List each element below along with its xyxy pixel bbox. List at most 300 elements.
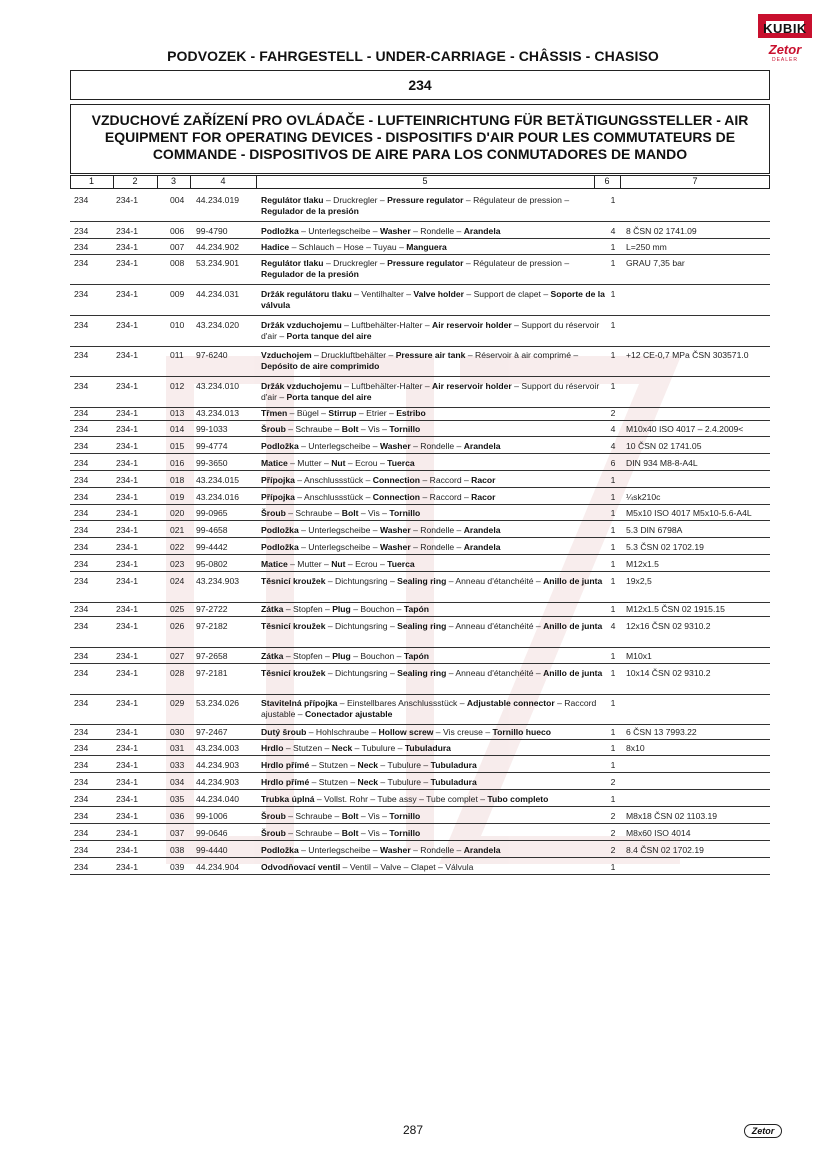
- cell-group: 234: [74, 492, 89, 502]
- desc-cz: Podložka: [261, 845, 299, 855]
- cell-quantity: 4: [610, 441, 616, 451]
- desc-de: – Ventil – Valve – Clapet – Válvula: [340, 862, 474, 872]
- column-header-4: 4: [220, 176, 226, 186]
- cell-note: M8x60 ISO 4014: [626, 828, 691, 838]
- desc-en: Stirrup: [328, 408, 357, 418]
- desc-es: Anillo de junta: [543, 621, 603, 631]
- cell-position: 004: [170, 195, 185, 205]
- cell-position: 011: [170, 350, 184, 360]
- desc-de: – Anschlussstück –: [294, 475, 373, 485]
- desc-fr: – Vis –: [358, 424, 390, 434]
- table-row: [70, 777, 770, 791]
- desc-de: – Unterlegscheibe –: [298, 542, 380, 552]
- cell-subgroup: 234-1: [116, 441, 138, 451]
- table-row: [70, 289, 770, 317]
- cell-part-number: 99-1033: [196, 424, 228, 434]
- desc-es: Tornillo: [389, 508, 421, 518]
- cell-subgroup: 234-1: [116, 258, 138, 268]
- cell-group: 234: [74, 508, 89, 518]
- cell-part-number: 99-4658: [196, 525, 228, 535]
- cell-quantity: 2: [610, 408, 616, 418]
- desc-en: Sealing ring: [397, 576, 447, 586]
- desc-en: Neck: [331, 743, 353, 753]
- cell-description: [261, 195, 606, 217]
- cell-position: 028: [170, 668, 185, 678]
- desc-es: Regulador de la presión: [261, 269, 359, 279]
- cell-note: +12 CE-0,7 MPa ČSN 303571.0: [626, 350, 749, 360]
- desc-de: – Druckregler –: [323, 258, 388, 268]
- desc-es: Depósito de aire comprimido: [261, 361, 380, 371]
- cell-description: [261, 289, 606, 311]
- cell-position: 035: [170, 794, 185, 804]
- table-row: [70, 604, 770, 618]
- desc-en: Nut: [331, 559, 346, 569]
- cell-subgroup: 234-1: [116, 862, 138, 872]
- desc-en: Connection: [372, 475, 421, 485]
- desc-fr: – Support du réservoir d'air –: [261, 320, 600, 341]
- row-underline: [70, 453, 770, 454]
- table-row: [70, 698, 770, 726]
- desc-cz: Držák regulátoru tlaku: [261, 289, 352, 299]
- desc-fr: – Ecrou –: [345, 458, 388, 468]
- table-row: [70, 525, 770, 539]
- cell-part-number: 97-2181: [196, 668, 228, 678]
- desc-en: Valve holder: [413, 289, 465, 299]
- desc-es: Racor: [471, 492, 496, 502]
- column-header-6: 6: [604, 176, 610, 186]
- cell-group: 234: [74, 441, 89, 451]
- desc-es: Tubuladura: [404, 743, 451, 753]
- cell-part-number: 99-1006: [196, 811, 228, 821]
- row-underline: [70, 420, 770, 421]
- cell-group: 234: [74, 828, 89, 838]
- desc-en: Plug: [332, 604, 351, 614]
- cell-group: 234: [74, 604, 89, 614]
- cell-description: [261, 845, 606, 856]
- desc-cz: Podložka: [261, 226, 299, 236]
- desc-de: – Stopfen –: [283, 651, 333, 661]
- desc-es: Anillo de junta: [543, 576, 603, 586]
- cell-description: [261, 475, 606, 486]
- cell-group: 234: [74, 794, 89, 804]
- cell-subgroup: 234-1: [116, 475, 138, 485]
- cell-subgroup: 234-1: [116, 845, 138, 855]
- table-row: [70, 424, 770, 438]
- cell-quantity: 1: [610, 668, 616, 678]
- cell-part-number: 99-4442: [196, 542, 228, 552]
- cell-quantity: 4: [610, 226, 616, 236]
- cell-subgroup: 234-1: [116, 651, 138, 661]
- cell-note: 5.3 DIN 6798A: [626, 525, 683, 535]
- cell-part-number: 44.234.903: [196, 777, 240, 787]
- desc-cz: Šroub: [261, 828, 286, 838]
- cell-group: 234: [74, 242, 89, 252]
- desc-en: Washer: [379, 441, 411, 451]
- cell-position: 021: [170, 525, 185, 535]
- table-row: [70, 226, 770, 240]
- desc-cz: Třmen: [261, 408, 288, 418]
- cell-part-number: 99-0965: [196, 508, 228, 518]
- desc-es: Tubuladura: [430, 777, 477, 787]
- desc-es: Anillo de junta: [543, 668, 603, 678]
- desc-en: Bolt: [341, 811, 359, 821]
- desc-es: Tubuladura: [430, 760, 477, 770]
- cell-part-number: 43.234.903: [196, 576, 240, 586]
- table-row: [70, 350, 770, 378]
- desc-cz: Šroub: [261, 811, 286, 821]
- cell-quantity: 4: [610, 621, 616, 631]
- table-row: [70, 845, 770, 859]
- desc-fr: – Vis –: [358, 508, 390, 518]
- cell-subgroup: 234-1: [116, 458, 138, 468]
- row-underline: [70, 823, 770, 824]
- desc-en: Connection: [372, 492, 421, 502]
- desc-cz: Šroub: [261, 508, 286, 518]
- cell-subgroup: 234-1: [116, 698, 138, 708]
- cell-subgroup: 234-1: [116, 777, 138, 787]
- row-underline: [70, 254, 770, 255]
- group-title-line: COMMANDE - DISPOSITIVOS DE AIRE PARA LOS CONMUTADORES DE MANDO: [152, 146, 688, 162]
- desc-fr: – Anneau d'étanchéité –: [446, 621, 544, 631]
- cell-quantity: 1: [610, 743, 616, 753]
- desc-cz: Hrdlo: [261, 743, 284, 753]
- cell-quantity: 1: [610, 760, 616, 770]
- desc-fr: – Rondelle –: [410, 542, 464, 552]
- cell-subgroup: 234-1: [116, 424, 138, 434]
- cell-position: 010: [170, 320, 185, 330]
- cell-position: 019: [170, 492, 185, 502]
- desc-fr: – Vis –: [358, 811, 390, 821]
- desc-cz: Šroub: [261, 424, 286, 434]
- table-row: [70, 320, 770, 348]
- cell-note: M10x40 ISO 4017 – 2.4.2009<: [626, 424, 744, 434]
- desc-fr: – Réservoir à air comprimé –: [465, 350, 579, 360]
- cell-note: M12x1.5: [626, 559, 659, 569]
- row-underline: [70, 537, 770, 538]
- desc-en: Neck: [357, 760, 379, 770]
- desc-en: Bolt: [341, 424, 359, 434]
- desc-de: – Ventilhalter –: [351, 289, 414, 299]
- cell-note: 5.3 ČSN 02 1702.19: [626, 542, 704, 552]
- desc-es: Arandela: [463, 226, 501, 236]
- row-underline: [70, 663, 770, 664]
- desc-de: – Druckluftbehälter –: [311, 350, 396, 360]
- cell-note: GRAU 7,35 bar: [626, 258, 685, 268]
- desc-en: Washer: [379, 226, 411, 236]
- cell-position: 039: [170, 862, 185, 872]
- desc-de: – Vollst. Rohr – Tube assy – Tube complet –: [314, 794, 488, 804]
- table-row: [70, 542, 770, 556]
- section-title: PODVOZEK - FAHRGESTELL - UNDER-CARRIAGE - CHÂSSIS - CHASISO: [167, 48, 659, 64]
- cell-position: 012: [170, 381, 185, 391]
- cell-quantity: 1: [610, 727, 616, 737]
- row-underline: [70, 554, 770, 555]
- cell-group: 234: [74, 727, 89, 737]
- cell-description: [261, 441, 606, 452]
- cell-part-number: 44.234.904: [196, 862, 240, 872]
- desc-cz: Matice: [261, 559, 288, 569]
- cell-part-number: 97-2182: [196, 621, 228, 631]
- group-title-line: VZDUCHOVÉ ZAŘÍZENÍ PRO OVLÁDAČE - LUFTEINRICHTUNG FÜR BETÄTIGUNGSSTELLER - AIR: [91, 112, 749, 128]
- cell-description: [261, 258, 606, 280]
- desc-en: Sealing ring: [397, 668, 447, 678]
- desc-fr: – Tubulure –: [378, 760, 431, 770]
- cell-position: 025: [170, 604, 185, 614]
- desc-es: Racor: [471, 475, 496, 485]
- cell-description: [261, 777, 606, 788]
- cell-position: 037: [170, 828, 185, 838]
- row-underline: [70, 789, 770, 790]
- cell-quantity: 1: [610, 862, 616, 872]
- cell-part-number: 99-3650: [196, 458, 228, 468]
- table-row: [70, 727, 770, 741]
- cell-description: [261, 424, 606, 435]
- cell-position: 008: [170, 258, 185, 268]
- cell-quantity: 1: [610, 542, 616, 552]
- footer-zetor-logo: Zetor: [744, 1124, 782, 1138]
- desc-es: Soporte de la válvula: [261, 289, 605, 310]
- cell-note: 19x2,5: [626, 576, 652, 586]
- cell-subgroup: 234-1: [116, 794, 138, 804]
- desc-de: – Unterlegscheibe –: [298, 525, 380, 535]
- cell-part-number: 43.234.003: [196, 743, 240, 753]
- cell-note: 10x14 ČSN 02 9310.2: [626, 668, 711, 678]
- cell-description: [261, 226, 606, 237]
- cell-group: 234: [74, 668, 89, 678]
- cell-subgroup: 234-1: [116, 621, 138, 631]
- table-row: [70, 621, 770, 649]
- desc-en: Nut: [331, 458, 346, 468]
- cell-group: 234: [74, 542, 89, 552]
- cell-part-number: 97-6240: [196, 350, 228, 360]
- cell-part-number: 44.234.040: [196, 794, 240, 804]
- desc-cz: Zátka: [261, 604, 284, 614]
- cell-part-number: 95-0802: [196, 559, 228, 569]
- desc-cz: Přípojka: [261, 475, 295, 485]
- desc-cz: Regulátor tlaku: [261, 258, 324, 268]
- desc-de: – Stopfen –: [283, 604, 333, 614]
- desc-en: Washer: [379, 525, 411, 535]
- desc-de: – Stutzen –: [309, 777, 358, 787]
- desc-es: Arandela: [463, 441, 501, 451]
- cell-description: [261, 862, 606, 873]
- cell-part-number: 99-4790: [196, 226, 228, 236]
- cell-note: 8x10: [626, 743, 645, 753]
- cell-position: 030: [170, 727, 185, 737]
- row-underline: [70, 284, 770, 285]
- row-underline: [70, 487, 770, 488]
- desc-es: Porta tanque del aire: [286, 392, 372, 402]
- row-underline: [70, 520, 770, 521]
- cell-part-number: 99-4774: [196, 441, 228, 451]
- group-title-line: EQUIPMENT FOR OPERATING DEVICES - DISPOSITIFS D'AIR POUR LES COMMUTATEURS DE: [104, 129, 736, 145]
- table-row: [70, 458, 770, 472]
- row-underline: [70, 238, 770, 239]
- cell-quantity: 1: [610, 320, 616, 330]
- cell-position: 034: [170, 777, 185, 787]
- cell-part-number: 99-0646: [196, 828, 228, 838]
- desc-fr: – Rondelle –: [410, 525, 464, 535]
- desc-de: – Unterlegscheibe –: [298, 845, 380, 855]
- cell-description: [261, 811, 606, 822]
- cell-part-number: 43.234.013: [196, 408, 240, 418]
- cell-group: 234: [74, 845, 89, 855]
- column-header-5: 5: [422, 176, 428, 186]
- cell-quantity: 1: [610, 350, 616, 360]
- cell-group: 234: [74, 424, 89, 434]
- cell-note: DIN 934 M8-8-A4L: [626, 458, 698, 468]
- row-underline: [70, 857, 770, 858]
- row-underline: [70, 874, 770, 875]
- desc-en: Plug: [332, 651, 351, 661]
- desc-es: Tuerca: [387, 458, 415, 468]
- table-row: [70, 408, 770, 422]
- cell-group: 234: [74, 289, 89, 299]
- desc-cz: Podložka: [261, 525, 299, 535]
- cell-part-number: 43.234.020: [196, 320, 240, 330]
- desc-fr: – Anneau d'étanchéité –: [446, 576, 544, 586]
- row-underline: [70, 571, 770, 572]
- table-row: [70, 475, 770, 489]
- cell-description: [261, 350, 606, 372]
- cell-quantity: 1: [610, 381, 616, 391]
- cell-subgroup: 234-1: [116, 195, 138, 205]
- cell-note: M12x1.5 ČSN 02 1915.15: [626, 604, 725, 614]
- cell-description: [261, 542, 606, 553]
- desc-es: Porta tanque del aire: [286, 331, 372, 341]
- desc-es: Estribo: [396, 408, 426, 418]
- desc-es: Arandela: [463, 525, 501, 535]
- cell-note: 8 ČSN 02 1741.09: [626, 226, 697, 236]
- desc-en: Sealing ring: [397, 621, 447, 631]
- desc-de: – Unterlegscheibe –: [298, 441, 380, 451]
- cell-description: [261, 320, 606, 342]
- cell-position: 027: [170, 651, 185, 661]
- desc-cz: Těsnicí kroužek: [261, 621, 326, 631]
- cell-quantity: 2: [610, 811, 616, 821]
- cell-part-number: 53.234.901: [196, 258, 240, 268]
- cell-subgroup: 234-1: [116, 542, 138, 552]
- cell-group: 234: [74, 195, 89, 205]
- cell-note: L=250 mm: [626, 242, 667, 252]
- row-underline: [70, 739, 770, 740]
- cell-part-number: 43.234.016: [196, 492, 240, 502]
- cell-subgroup: 234-1: [116, 226, 138, 236]
- desc-de: – Unterlegscheibe –: [298, 226, 380, 236]
- cell-position: 020: [170, 508, 185, 518]
- desc-de: – Anschlussstück –: [294, 492, 373, 502]
- desc-cz: Regulátor tlaku: [261, 195, 324, 205]
- cell-quantity: 1: [610, 559, 616, 569]
- desc-es: Tapón: [403, 651, 429, 661]
- desc-fr: – Tubulure –: [378, 777, 431, 787]
- desc-de: – Stutzen –: [283, 743, 332, 753]
- desc-cz: Držák vzduchojemu: [261, 381, 342, 391]
- row-underline: [70, 436, 770, 437]
- desc-cz: Dutý šroub: [261, 727, 307, 737]
- cell-group: 234: [74, 621, 89, 631]
- desc-fr: – Rondelle –: [410, 441, 464, 451]
- table-row: [70, 492, 770, 506]
- desc-fr: – Etrier –: [356, 408, 397, 418]
- cell-group: 234: [74, 320, 89, 330]
- cell-part-number: 44.234.903: [196, 760, 240, 770]
- cell-description: [261, 381, 606, 403]
- cell-part-number: 97-2722: [196, 604, 228, 614]
- cell-subgroup: 234-1: [116, 320, 138, 330]
- cell-quantity: 1: [610, 242, 616, 252]
- cell-description: [261, 698, 606, 720]
- cell-position: 026: [170, 621, 185, 631]
- cell-description: [261, 458, 606, 469]
- cell-part-number: 97-2467: [196, 727, 228, 737]
- row-underline: [70, 346, 770, 347]
- cell-part-number: 44.234.902: [196, 242, 240, 252]
- desc-fr: – Ecrou –: [345, 559, 388, 569]
- table-row: [70, 668, 770, 696]
- desc-fr: – Raccord –: [420, 492, 472, 502]
- cell-description: [261, 743, 606, 754]
- desc-fr: – Anneau d'étanchéité –: [446, 668, 544, 678]
- cell-description: [261, 651, 606, 662]
- desc-cz: Těsnicí kroužek: [261, 576, 326, 586]
- cell-quantity: 6: [610, 458, 616, 468]
- desc-en: Neck: [357, 777, 379, 787]
- desc-fr: – Raccord –: [420, 475, 472, 485]
- cell-group: 234: [74, 777, 89, 787]
- cell-note: 6 ČSN 13 7993.22: [626, 727, 697, 737]
- cell-group: 234: [74, 862, 89, 872]
- desc-es: Tuerca: [387, 559, 415, 569]
- cell-part-number: 97-2658: [196, 651, 228, 661]
- cell-quantity: 2: [610, 845, 616, 855]
- row-underline: [70, 647, 770, 648]
- desc-es: Arandela: [463, 542, 501, 552]
- row-underline: [70, 840, 770, 841]
- desc-fr: – Bouchon –: [350, 604, 404, 614]
- cell-note: 12x16 ČSN 02 9310.2: [626, 621, 711, 631]
- cell-position: 018: [170, 475, 185, 485]
- row-underline: [70, 315, 770, 316]
- cell-quantity: 1: [610, 258, 616, 268]
- logo-sub-brand: Zetor: [768, 42, 802, 57]
- cell-subgroup: 234-1: [116, 743, 138, 753]
- column-header-3: 3: [170, 176, 176, 186]
- table-row: [70, 195, 770, 223]
- row-underline: [70, 755, 770, 756]
- cell-part-number: 44.234.031: [196, 289, 240, 299]
- cell-subgroup: 234-1: [116, 350, 138, 360]
- cell-description: [261, 576, 606, 587]
- cell-description: [261, 621, 606, 632]
- cell-quantity: 1: [610, 525, 616, 535]
- cell-description: [261, 508, 606, 519]
- cell-group: 234: [74, 381, 89, 391]
- desc-de: – Einstellbares Anschlussstück –: [337, 698, 467, 708]
- desc-de: – Hohlschraube –: [306, 727, 379, 737]
- cell-position: 016: [170, 458, 185, 468]
- cell-quantity: 1: [610, 604, 616, 614]
- cell-quantity: 1: [610, 492, 616, 502]
- cell-subgroup: 234-1: [116, 576, 138, 586]
- cell-subgroup: 234-1: [116, 381, 138, 391]
- desc-de: – Schraube –: [285, 828, 342, 838]
- desc-de: – Schraube –: [285, 508, 342, 518]
- cell-description: [261, 668, 606, 679]
- desc-de: – Druckregler –: [323, 195, 388, 205]
- cell-subgroup: 234-1: [116, 811, 138, 821]
- cell-position: 023: [170, 559, 185, 569]
